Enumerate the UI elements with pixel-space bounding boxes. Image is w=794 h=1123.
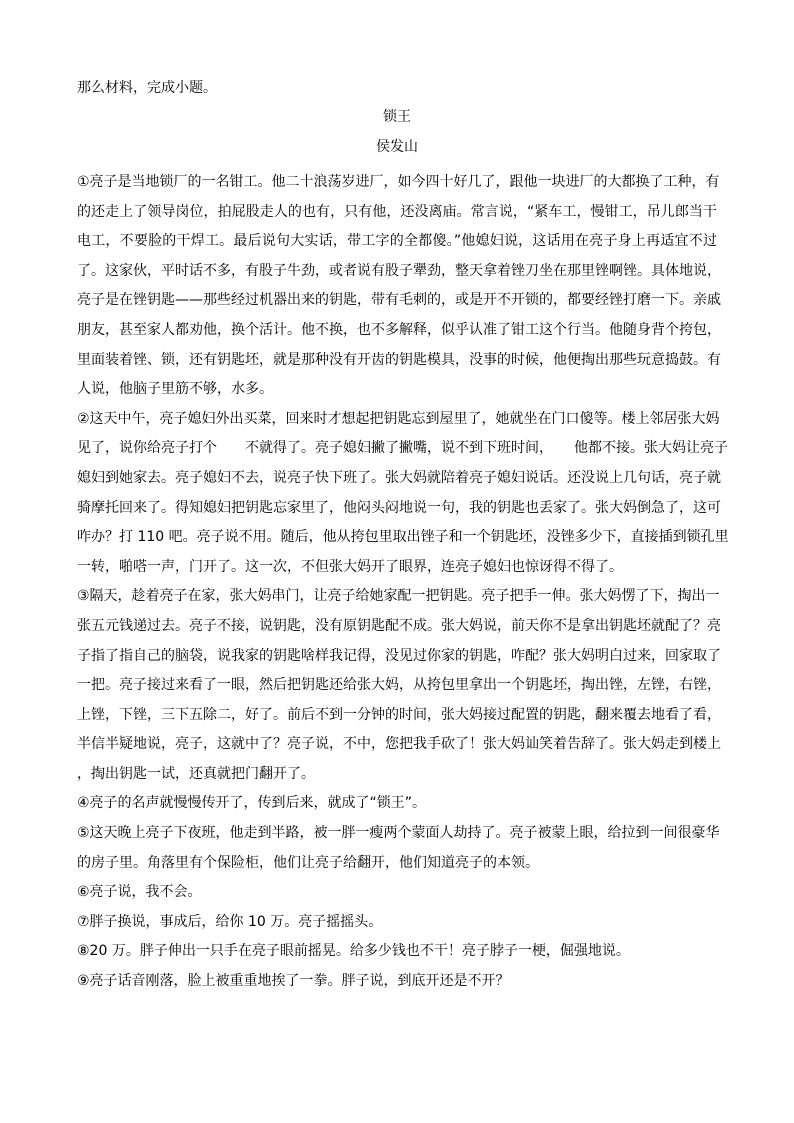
text-line: 的房子里。角落里有个保险柜，他们让亮子给翻开，他们知道亮子的本领。: [77, 854, 539, 871]
text-line: ①亮子是当地锁厂的一名钳工。他二十浪荡岁进厂，如今四十好几了，跟他一块进厂的大都换了工种，有: [77, 174, 720, 190]
text-line: 一把。亮子接过来看了一眼，然后把钥匙还给张大妈，从挎包里拿出一个钥匙坯，掏出锉，左锉，右锉，: [77, 677, 721, 694]
instruction-text: 那么材料，完成小题。: [77, 80, 217, 96]
text-line: ④亮子的名声就慢慢传开了，传到后来，就成了“锁王”。: [77, 795, 427, 812]
text-line: 里面装着锉、锁，还有钥匙坯，就是那种没有开齿的钥匙模具，没事的时候，他便掏出那些玩意捣鼓。有: [77, 351, 721, 368]
text-line: ②这天中午，亮子媳妇外出买菜，回来时才想起把钥匙忘到屋里了，她就坐在门口傻等。楼上邻居张大妈: [77, 410, 720, 427]
text-line: 亮子是在锉钥匙——那些经过机器出来的钥匙，带有毛刺的，或是开不开锁的，都要经锉打磨一下。亲戚: [77, 292, 721, 309]
text-line: 的还走上了领导岗位，拍屁股走人的也有，只有他，还没离庙。常言说，“紧车工，慢钳工，吊儿郎当干: [77, 203, 717, 220]
text-line: 一转，啪嗒一声，门开了。这一次，不但张大妈开了眼界，连亮子媳妇也惊讶得不得了。: [77, 558, 623, 575]
text-line: 了。这家伙，平时话不多，有股子牛劲，或者说有股子犟劲，整天拿着锉刀坐在那里锉啊锉。具体地说，: [77, 262, 721, 279]
text-line: ⑨亮子话音刚落，脸上被重重地挨了一拳。胖子说，到底开还是不开？: [77, 973, 510, 990]
text-line: 骑摩托回来了。得知媳妇把钥匙忘家里了，他闷头闷地说一句，我的钥匙也丢家了。张大妈倒急了，这可: [77, 499, 721, 516]
text-line: 媳妇到她家去。亮子媳妇不去，说亮子快下班了。张大妈就陪着亮子媳妇说话。还没说上几句话，亮子就: [77, 469, 721, 486]
text-line: ⑦胖子换说，事成后，给你 10 万。亮子摇摇头。: [77, 913, 383, 930]
text-line: 电工，不要脸的干焊工。最后说句大实话，带工字的全都傻。”他媳妇说，这话用在亮子身上再适宜不过: [77, 233, 717, 250]
text-line: 见了，说你给亮子打个 不就得了。亮子媳妇撇了撇嘴，说不到下班时间， 他都不接。张大妈让亮子: [77, 440, 728, 457]
article-title: 锁王: [383, 109, 411, 125]
text-line: 张五元钱递过去。亮子不接，说钥匙，没有原钥匙配不成。张大妈说，前天你不是拿出钥匙坯就配了？亮: [77, 617, 721, 634]
text-line: 朋友，甚至家人都劝他，换个活计。他不换，也不多解释，似乎认准了钳工这个行当。他随身背个挎包，: [77, 321, 721, 338]
text-line: ⑧20 万。胖子伸出一只手在亮子眼前摇晃。给多少钱也不干！亮子脖子一梗，倔强地说。: [77, 943, 630, 960]
article-author: 侯发山: [376, 139, 418, 155]
text-line: ⑥亮子说，我不会。: [77, 884, 202, 901]
text-line: 上锉，下锉，三下五除二，好了。前后不到一分钟的时间，张大妈接过配置的钥匙，翻来覆去地看了看，: [77, 706, 721, 723]
text-line: ⑤这天晚上亮子下夜班，他走到半路，被一胖一瘦两个蒙面人劫持了。亮子被蒙上眼，给拉到一间很豪华: [77, 825, 720, 842]
article-body: [77, 168, 729, 997]
text-line: 人说，他脑子里筋不够，水多。: [77, 381, 273, 398]
text-line: 咋办？打 110 吧。亮子说不用。随后，他从挎包里取出锉子和一个钥匙坯，没锉多少下，直接插到锁孔里: [77, 529, 729, 546]
text-line: 半信半疑地说，亮子，这就中了？亮子说，不中，您把我手砍了！张大妈讪笑着告辞了。张大妈走到楼上: [77, 736, 721, 753]
text-line: 子指了指自己的脑袋，说我家的钥匙啥样我记得，没见过你家的钥匙，咋配？张大妈明白过来，回家取了: [77, 647, 721, 664]
text-line: ③隔天，趁着亮子在家，张大妈串门，让亮子给她家配一把钥匙。亮子把手一伸。张大妈愣了下，掏出一: [77, 588, 720, 605]
text-line: ，掏出钥匙一试，还真就把门翻开了。: [77, 765, 315, 782]
